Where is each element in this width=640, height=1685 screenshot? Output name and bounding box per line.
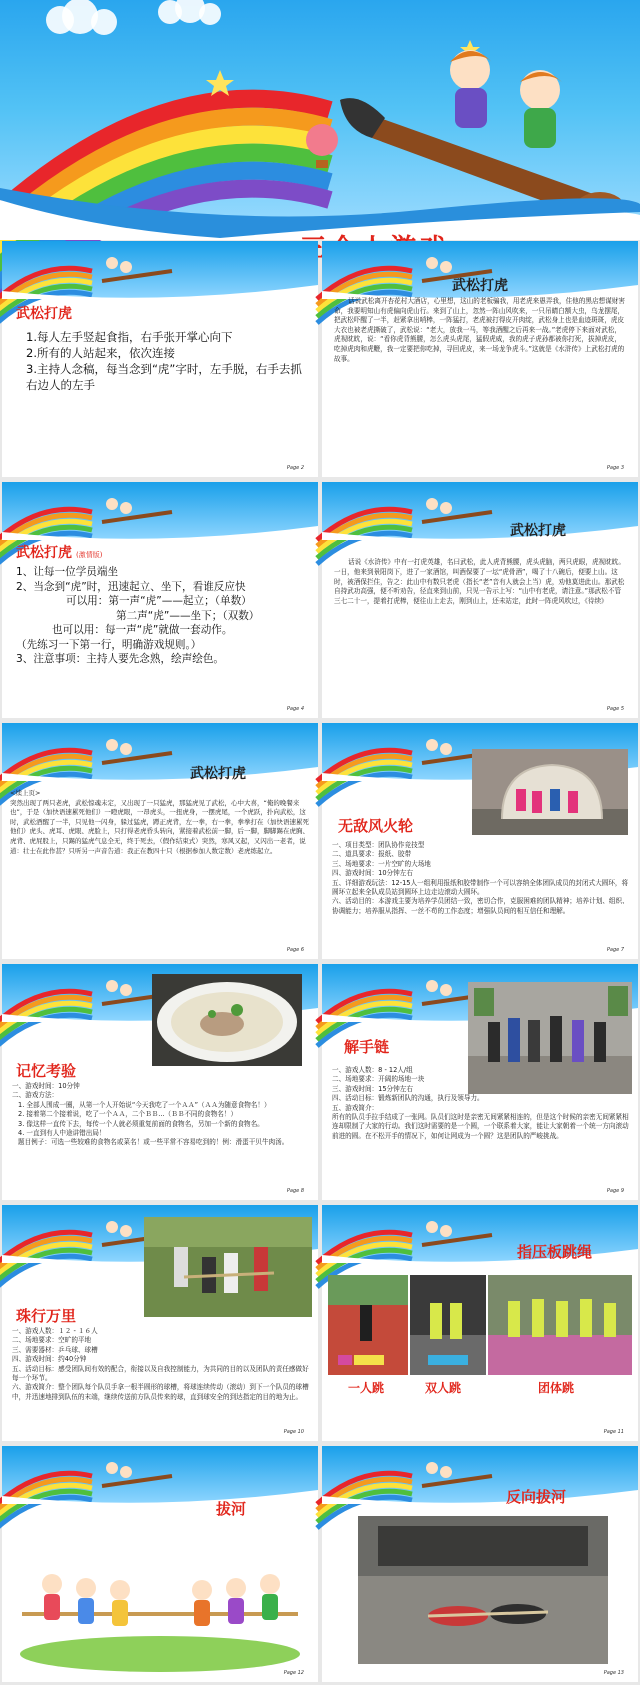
team-wheel-photo (472, 749, 628, 835)
slide-content (26, 329, 308, 393)
noodle-soup-photo (152, 974, 302, 1066)
slide-header-banner (2, 482, 318, 540)
slide-title: 解手链 (344, 1038, 390, 1056)
slide-3 (322, 241, 638, 477)
page-number: Page 5 (606, 706, 624, 712)
list-item: 四、游戏时间：约40分钟 (12, 1355, 87, 1364)
slide-title: 记忆考验 (16, 1062, 77, 1080)
list-item: 也可以用：每一声“虎”就做一套动作。 (52, 624, 233, 636)
slide-header-banner (322, 482, 638, 540)
slide-12 (2, 1446, 318, 1682)
list-item: 三、需要器材：乒乓球、球槽 (12, 1345, 98, 1354)
list-item: 4. 一直到有人中途讲错出局！ (18, 1129, 106, 1138)
slide-header-banner (2, 241, 318, 299)
ball-relay-photo (144, 1217, 312, 1317)
slide-header-banner (2, 723, 318, 781)
list-item: 3. 像这样一直传下去，每传一个人就必须重复前面的食物名，另加一个新的食物名。 (18, 1119, 264, 1128)
slide-title: 反向拔河 (506, 1488, 567, 1506)
slide-7 (322, 723, 638, 959)
slide-title: 武松打虎 (452, 278, 508, 294)
slide-content (16, 565, 312, 667)
list-item: 一、游戏人数：１２ - １６人 (12, 1327, 98, 1335)
page-number: Page 6 (286, 947, 304, 953)
list-item: 三、场地要求：一片空旷的大场地 (332, 859, 431, 868)
slide-5 (322, 482, 638, 718)
slide-8 (2, 964, 318, 1200)
list-item: 二、道具要求：报纸、胶带 (332, 850, 412, 859)
list-item: 第二声“虎”——坐下；（双数） (116, 609, 260, 622)
cover-illustration (0, 0, 640, 240)
slide-text: 话说武松离开杏花村大酒店，心里想，这山的老板骗我，用老虎来愚弄我，住他的黑店想谋财害命，我要明知山有虎偏向虎山行。来到了山上，忽然一阵山风吹来，一只吊睛白额大虫，乌龙摆尾，把武松吓醒了一半，赶紧拿出哨棒，一阵猛打，老虎被打得皮开肉绽，武松身上也是血迹斑斑，虎皮大衣也被老虎撕破了，武松说：“老大，放我一马，等我酒醒之后再来一战。”老虎停下来面对武松，虎视眈眈，说：“看你虎背熊腰，怎么虎头虎尾，猛假虎威，我的虎子虎孙都被你打死，拔掉虎皮，吃掉虎肉和虎鞭，我一定要把你吃掉，寻回虎皮，来一场龙争虎斗。”这就是《水浒传》上武松打虎的故事。 (334, 297, 625, 363)
list-item: 题目例子：可选一些较难的食物名或菜名！或一些平常不容易吃到的！例：滑蛋干贝牛肉汤。 (18, 1138, 289, 1147)
list-item: 一、项目类型：团队协作竞技型 (332, 841, 425, 849)
page-number: Page 10 (283, 1429, 304, 1435)
list-item: 3.主持人念稿，每当念到“虎”字时，左手脱，右手去抓右边人的左手 (26, 362, 302, 392)
list-item: 1、让每一位学员端坐 (16, 566, 119, 578)
caption-solo: 一人跳 (348, 1381, 385, 1395)
list-item: 三、游戏时间：15分钟左右 (332, 1084, 413, 1093)
list-item: 1.每人左手竖起食指，右手张开掌心向下 (26, 330, 233, 344)
slide-content (12, 1327, 312, 1402)
list-item: 一、游戏时间：10分钟 (12, 1082, 80, 1090)
slide-2 (2, 241, 318, 477)
slide-text: <续上页> 突然出现了两只老虎，武松惊魂未定，又出现了一只猛虎，那猛虎见了武松，心中大喜，“俺的晚餐来也”，于是（加快语速累死他们）一瞪虎眼，一昂虎头，一扭虎身，一摆虎尾，一个虎跃，扑向武松，这时，武松酒醒了一半，只见他一闪身，躲过猛虎，蹲正虎背，左一拳，右一拳，拳拳打在（加快语速累死他们）虎头、虎耳、虎眼、虎脸上，只打得老虎昏头转向，紧接着武松前一脚，后一脚，脚脚踢在虎胸、虎背、虎屁股上，只踢的猛虎气息全无，终于死去，（假作结束式）突然，寒风又起，又闪出一老者，说道：壮士在此作甚？只听另一声音告道：我正在教四十只（根据参加人数定数）老虎练起立。 (10, 789, 309, 855)
page-number: Page 4 (286, 706, 304, 712)
list-item: 四、游戏时间：10分钟左右 (332, 869, 413, 878)
kids-icon (450, 50, 562, 148)
list-item: 五、游戏简介： (332, 1103, 379, 1112)
list-item: 四、活动目标：锻炼新团队的沟通，执行及领导力。 (332, 1094, 484, 1103)
list-item: 3、注意事项：主持人要先念熟，绘声绘色。 (16, 653, 225, 665)
slide-content (332, 1066, 632, 1141)
slide-13 (322, 1446, 638, 1682)
slide-title: 指压板跳绳 (517, 1243, 593, 1261)
list-item: 六、游戏简介：整个团队每个队员手拿一根半圆形的球槽，将球连续传动（滚动）到下一个队员的球槽中，并迅速地排到队伍的末端，继续传送前方队员传来的球，直到球安全的到达指定的目的地为止。 (12, 1383, 309, 1401)
list-item: 二、场地要求：空旷的平地 (12, 1336, 92, 1345)
slide-header-banner (322, 1446, 638, 1504)
caption-team: 团体跳 (538, 1381, 575, 1395)
slide-title: 武松打虎 (激情版) (16, 545, 103, 561)
list-item: 六、活动目的：本游戏主要为培养学员团结一致，密切合作，克服困难的团队精神；培养计划、组织、协调能力；培养服从指挥、一丝不苟的工作态度；增强队员间的相互信任和理解。 (332, 897, 629, 915)
slide-title: 武松打虎 (16, 306, 72, 322)
slide-header-banner (2, 1446, 318, 1504)
solo-jump-photo (328, 1275, 408, 1375)
slide-title: 拔河 (216, 1500, 247, 1518)
pair-jump-photo (410, 1275, 486, 1375)
slide-9 (322, 964, 638, 1200)
list-item: 2. 接着第二个接着说，吃了一个ＡＡ，二个ＢＢ...（ＢＢ不同的食物名！） (18, 1110, 238, 1119)
slide-4 (2, 482, 318, 718)
slide-title: 武松打虎 (510, 523, 566, 539)
reverse-tug-photo (358, 1516, 608, 1664)
page-number: Page 7 (606, 947, 624, 953)
tug-of-war-illustration (12, 1534, 308, 1674)
page-number: Page 11 (603, 1429, 624, 1435)
page-number: Page 12 (283, 1670, 304, 1676)
list-item: 2.所有的人站起来，依次连接 (26, 346, 175, 360)
page-number: Page 9 (606, 1188, 624, 1194)
list-item: 二、场地要求：开阔的场地一块 (332, 1075, 425, 1084)
list-item: 1. 全部人围成一圈，从第一个人开始说“今天我吃了一个ＡＡ”（ＡＡ为随意食物名！） (18, 1100, 271, 1109)
slide-content (332, 841, 630, 916)
slide-text: 话说《水浒传》中有一打虎英雄，名曰武松，此人虎背熊腰，虎头虎脑，两只虎眼，虎视眈眈。一日，他来到景阳岗下，进了一家酒馆，叫酒保要了一坛“虎骨酒”，喝了十八碗后，便要上山。这时，被酒保拦住，告之：此山中有数只老虎（指长“老”音有人就会上当）虎，劝他莫进此山。那武松自持武功高强，便不听劝告，径直来到山前，只见一告示上写：“山中有老虎，请注意。”那武松不管三七二十一，提着打虎棒，便往山上走去，刚到山上，还未站定，此时一阵虎风吹过，《待续》 (334, 558, 625, 606)
cover-slide (0, 0, 640, 240)
list-item: 所有的队员手拉手结成了一张网。队员们这时是亲密无间紧紧相连的，但是这个时候的亲密无间紧紧相连却限制了大家的行动。我们这时需要的是一个圆，一个联系着大家，能让大家朝着一个统一方向滚动前进的圆。在不松开手的情况下，如何让网成为一个圆？这是团队的严峻挑战。 (332, 1113, 629, 1140)
slide-11 (322, 1205, 638, 1441)
page-number: Page 2 (286, 465, 304, 471)
slide-subtitle: (激情版) (76, 551, 103, 559)
list-item: 2、当念到“虎”时，迅速起立、坐下，看谁反应快 (16, 580, 246, 593)
list-item: 一、游戏人数：8 - 12人/组 (332, 1066, 413, 1074)
list-item: 五、活动目标：感受团队间有效的配合，衔接以及自我控制能力，为共同的目的以及团队的责任感做好每一个环节。 (12, 1364, 309, 1383)
page-number: Page 8 (286, 1188, 304, 1194)
list-item: （先练习一下第一行，明确游戏规则。） (16, 638, 202, 651)
list-item: 可以用：第一声“虎”——起立；（单数） (66, 595, 252, 607)
slide-title: 武松打虎 (190, 766, 246, 782)
slide-title: 无敌风火轮 (338, 817, 414, 835)
team-jump-photo (488, 1275, 632, 1375)
list-item: 二、游戏方法： (12, 1091, 59, 1100)
page-number: Page 3 (606, 465, 624, 471)
caption-pair: 双人跳 (425, 1381, 462, 1395)
slide-10 (2, 1205, 318, 1441)
list-item: 五、详细游戏玩法：12-15人一组利用报纸和胶带制作一个可以容纳全体团队成员的封闭式大圆环，将圆环立起来全队成员站到圆环上边走边滚动大圆环。 (332, 878, 629, 897)
slide-content (12, 1082, 312, 1148)
slide-6 (2, 723, 318, 959)
page-number: Page 13 (603, 1670, 624, 1676)
slide-title: 珠行万里 (16, 1307, 77, 1325)
